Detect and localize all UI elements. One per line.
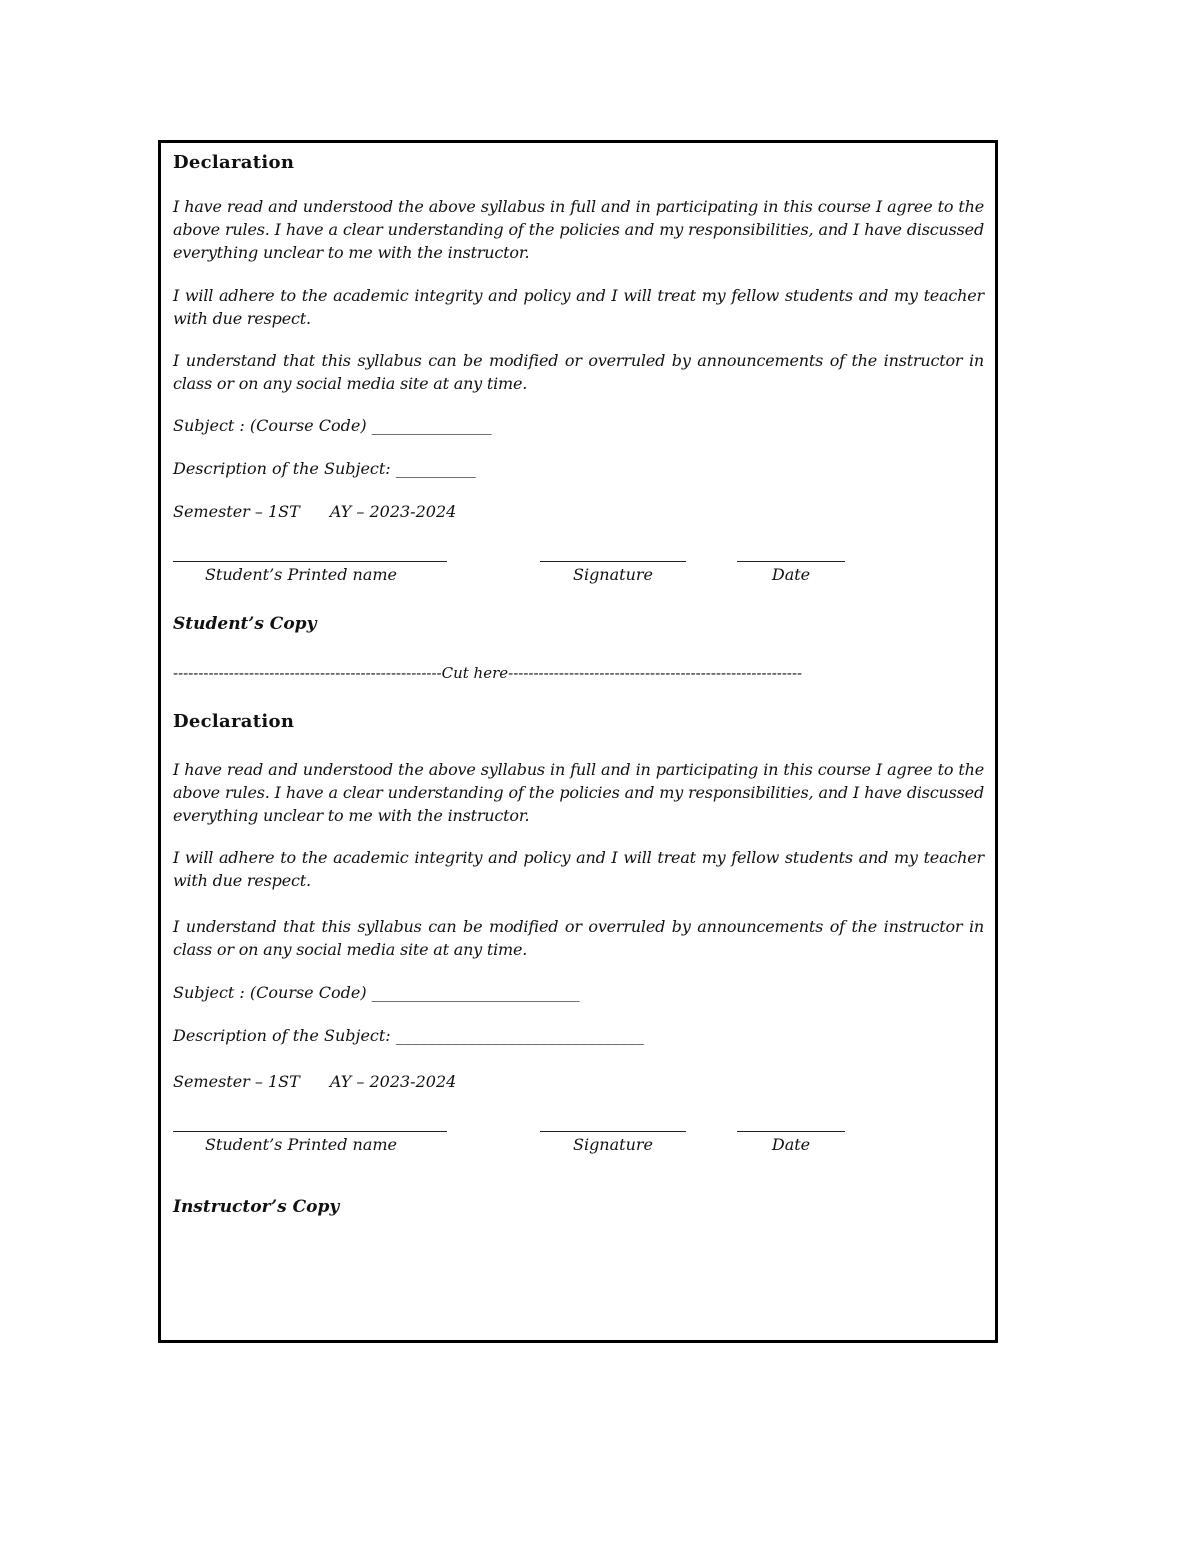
academic-year-value: AY – 2023-2024 bbox=[329, 502, 457, 521]
printed-name-label: Student’s Printed name bbox=[204, 1135, 398, 1154]
declaration-paragraph-agreement: I have read and understood the above syllabus in full and in participating in this course I agree to the above rules. I have a clear understanding of the policies and my responsibilities, and I have discussed everything unclear to me with the instructor. bbox=[173, 760, 984, 825]
semester-value: Semester – 1ST bbox=[173, 1072, 300, 1091]
date-line bbox=[737, 1131, 845, 1132]
subject-description-field: Description of the Subject: __________ bbox=[173, 459, 476, 478]
date-label: Date bbox=[771, 1135, 811, 1154]
instructors-copy-label: Instructor’s Copy bbox=[173, 1197, 340, 1217]
declaration-paragraph-modification: I understand that this syllabus can be modified or overruled by announcements of the instructor in class or on any social media site at any time. bbox=[173, 351, 984, 393]
semester-line bbox=[173, 500, 456, 523]
students-copy-label: Student’s Copy bbox=[173, 614, 317, 634]
cut-here-line: -----------------------------------------------------Cut here---------------------------------------------------------- bbox=[173, 664, 803, 682]
printed-name-line bbox=[173, 1131, 447, 1132]
academic-year-value: AY – 2023-2024 bbox=[329, 1072, 457, 1091]
printed-name-label: Student’s Printed name bbox=[204, 565, 398, 584]
declaration-heading: Declaration bbox=[173, 152, 295, 173]
date-line bbox=[737, 561, 845, 562]
signature-line bbox=[540, 561, 686, 562]
signature-label: Signature bbox=[572, 1135, 653, 1154]
declaration-paragraph-integrity: I will adhere to the academic integrity and policy and I will treat my fellow students and my teacher with due respect. bbox=[173, 848, 984, 890]
subject-description-field: Description of the Subject: _______________________________ bbox=[173, 1026, 644, 1045]
semester-line bbox=[173, 1070, 456, 1093]
signature-line bbox=[540, 1131, 686, 1132]
subject-course-code-field: Subject : (Course Code) _______________ bbox=[173, 416, 492, 435]
printed-name-line bbox=[173, 561, 447, 562]
declaration-paragraph-modification: I understand that this syllabus can be modified or overruled by announcements of the instructor in class or on any social media site at any time. bbox=[173, 917, 984, 959]
signature-label: Signature bbox=[572, 565, 653, 584]
date-label: Date bbox=[771, 565, 811, 584]
declaration-paragraph-integrity: I will adhere to the academic integrity and policy and I will treat my fellow students and my teacher with due respect. bbox=[173, 286, 984, 328]
declaration-paragraph-agreement: I have read and understood the above syllabus in full and in participating in this course I agree to the above rules. I have a clear understanding of the policies and my responsibilities, and I have discussed everything unclear to me with the instructor. bbox=[173, 197, 984, 262]
subject-course-code-field: Subject : (Course Code) __________________________ bbox=[173, 983, 580, 1002]
semester-value: Semester – 1ST bbox=[173, 502, 300, 521]
declaration-heading: Declaration bbox=[173, 711, 295, 732]
